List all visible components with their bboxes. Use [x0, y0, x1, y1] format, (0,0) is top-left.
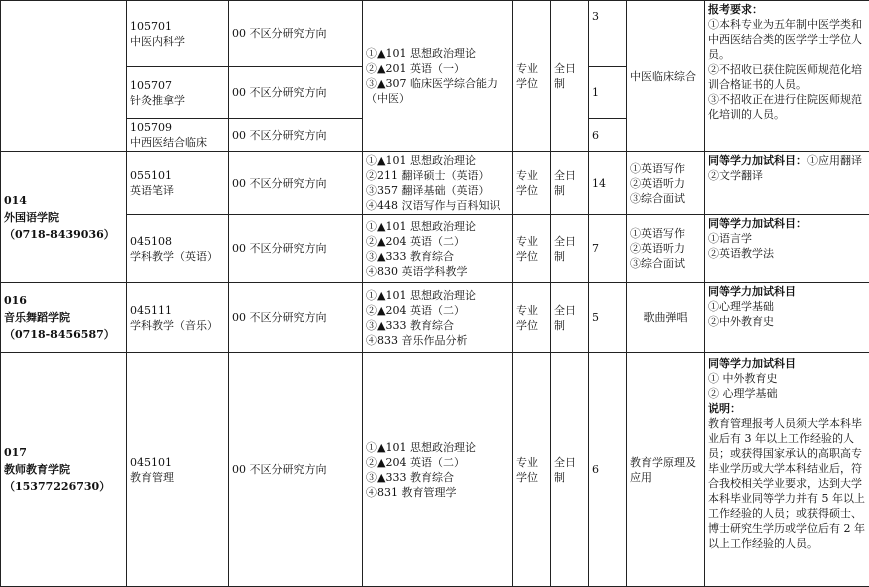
major-cell: 105707 针灸推拿学 — [127, 67, 229, 119]
notes-cell: 同等学力加试科目：①应用翻译 ②文学翻译 — [705, 152, 869, 215]
table-row — [1, 1, 869, 67]
notes-cell: 同等学力加试科目 ① 中外教育史 ② 心理学基础 说明： 教育管理报考人员须大学本科毕业后有 3 年以上工作经验的人员；或获得国家承认的高职高专毕业学历或大学本科结业后，符合我校相关学业要求，达到大学本科毕业同等学力并有 5 年以上工作经验的人员；或获得硕士、博士研究生学历或学位后有 2 年以上工作经验的人员。 — [705, 353, 869, 587]
direction-cell: 00 不区分研究方向 — [229, 67, 363, 119]
retest-cell: 教育学原理及应用 — [627, 353, 705, 587]
notes-cell: 报考要求： ①本科专业为五年制中医学类和中西医结合类的医学学士学位人员。 ②不招收已获住院医师规范化培训合格证书的人员。 ③不招收正在进行住院医师规范化培训的人员。 — [705, 1, 869, 152]
study-mode-cell: 全日制 — [551, 353, 589, 587]
exam-subjects-cell: ①▲101 思想政治理论 ②▲201 英语（一） ③▲307 临床医学综合能力 （中医） — [363, 1, 513, 152]
dept-cell: 017 教师教育学院 （15377226730） — [1, 353, 127, 587]
degree-type-cell: 专业学位 — [513, 1, 551, 152]
notes-cell: 同等学力加试科目 ①心理学基础 ②中外教育史 — [705, 283, 869, 353]
dept-cell: 014 外国语学院 （0718-8439036） — [1, 152, 127, 283]
major-cell: 045111 学科教学（音乐） — [127, 283, 229, 353]
direction-cell: 00 不区分研究方向 — [229, 119, 363, 152]
dept-cell: 016 音乐舞蹈学院 （0718-8456587） — [1, 283, 127, 353]
study-mode-cell: 全日制 — [551, 283, 589, 353]
retest-cell: 中医临床综合 — [627, 1, 705, 152]
exam-subjects-cell: ①▲101 思想政治理论 ②211 翻译硕士（英语） ③357 翻译基础（英语） ④448 汉语写作与百科知识 — [363, 152, 513, 215]
exam-subjects-cell: ①▲101 思想政治理论 ②▲204 英语（二） ③▲333 教育综合 ④831 教育管理学 — [363, 353, 513, 587]
dept-cell-empty — [1, 1, 127, 152]
major-cell: 045101 教育管理 — [127, 353, 229, 587]
notes-cell: 同等学力加试科目： ①语言学 ②英语教学法 — [705, 215, 869, 283]
capacity-cell: 6 — [589, 353, 627, 587]
degree-type-cell: 专业学位 — [513, 152, 551, 215]
table-row — [1, 152, 869, 215]
major-cell: 105709 中西医结合临床 — [127, 119, 229, 152]
study-mode-cell: 全日制 — [551, 215, 589, 283]
direction-cell: 00 不区分研究方向 — [229, 353, 363, 587]
table-row — [1, 353, 869, 587]
retest-cell: ①英语写作 ②英语听力 ③综合面试 — [627, 152, 705, 215]
direction-cell: 00 不区分研究方向 — [229, 152, 363, 215]
table-row — [1, 215, 869, 283]
direction-cell: 00 不区分研究方向 — [229, 215, 363, 283]
capacity-cell: 14 — [589, 152, 627, 215]
exam-subjects-cell: ①▲101 思想政治理论 ②▲204 英语（二） ③▲333 教育综合 ④830 英语学科教学 — [363, 215, 513, 283]
degree-type-cell: 专业学位 — [513, 215, 551, 283]
capacity-cell: 3 — [589, 1, 627, 67]
direction-cell: 00 不区分研究方向 — [229, 283, 363, 353]
degree-type-cell: 专业学位 — [513, 353, 551, 587]
major-name: 中医内科学 — [130, 34, 225, 49]
degree-type-cell: 专业学位 — [513, 283, 551, 353]
study-mode-cell: 全日制 — [551, 1, 589, 152]
explanation-text: 教育管理报考人员须大学本科毕业后有 3 年以上工作经验的人员；或获得国家承认的高职高专毕业学历或大学本科结业后，符合我校相关学业要求，达到大学本科毕业同等学力并有 5 年以上工作经验的人员；或获得硕士、博士研究生学历或学位后有 2 年以上工作经验的人员。 — [708, 416, 866, 551]
table-row — [1, 283, 869, 353]
retest-cell: 歌曲弹唱 — [627, 283, 705, 353]
major-cell — [127, 1, 229, 67]
capacity-cell: 7 — [589, 215, 627, 283]
major-code: 105701 — [130, 19, 225, 34]
study-mode-cell: 全日制 — [551, 152, 589, 215]
exam-subjects-cell: ①▲101 思想政治理论 ②▲204 英语（二） ③▲333 教育综合 ④833 音乐作品分析 — [363, 283, 513, 353]
capacity-cell: 6 — [589, 119, 627, 152]
direction-cell: 00 不区分研究方向 — [229, 1, 363, 67]
retest-cell: ①英语写作 ②英语听力 ③综合面试 — [627, 215, 705, 283]
capacity-cell: 1 — [589, 67, 627, 119]
major-cell: 055101 英语笔译 — [127, 152, 229, 215]
capacity-cell: 5 — [589, 283, 627, 353]
major-cell: 045108 学科教学（英语） — [127, 215, 229, 283]
